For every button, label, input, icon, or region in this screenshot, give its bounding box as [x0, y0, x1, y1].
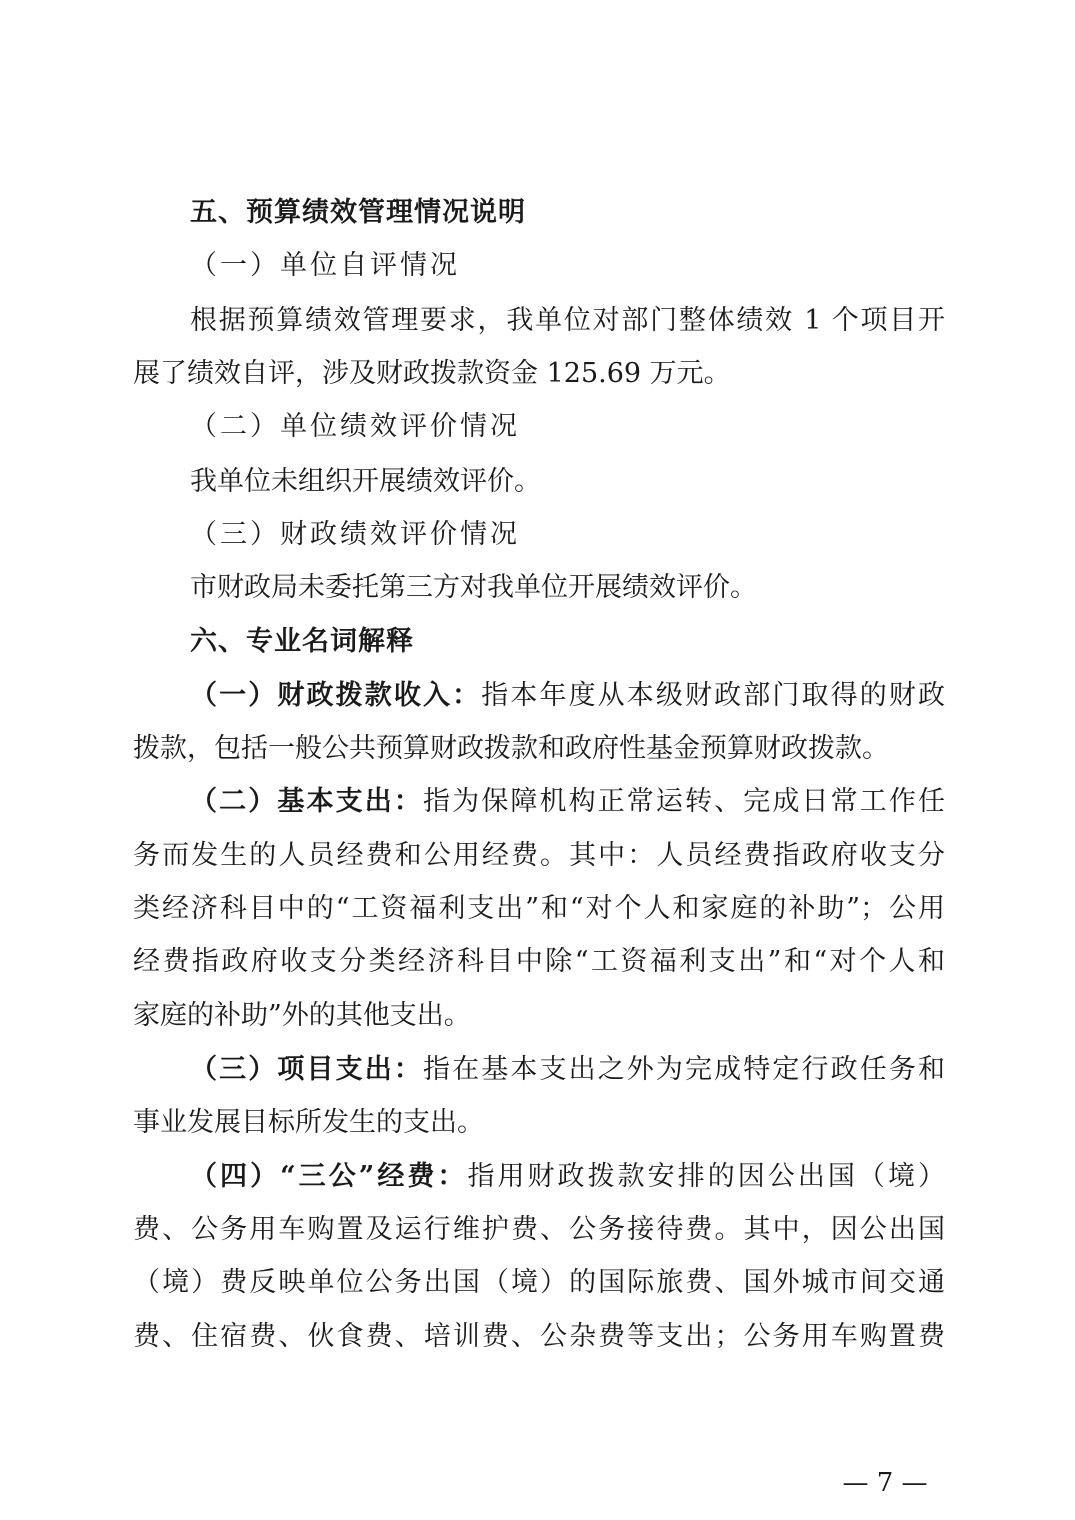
paragraph-line: 展了绩效自评，涉及财政拨款资金 125.69 万元。 — [133, 358, 731, 389]
paragraph-line: 根据预算绩效管理要求，我单位对部门整体绩效 1 个项目开 — [190, 305, 945, 336]
paragraph-line: 类经济科目中的“工资福利支出”和“对个人和家庭的补助”；公用 — [133, 893, 945, 924]
paragraph-line: 费、公务用车购置及运行维护费、公务接待费。其中，因公出国 — [133, 1214, 945, 1245]
term-text: 指为保障机构正常运转、完成日常工作任 — [422, 786, 946, 817]
term-label: （四）“三公”经费： — [190, 1161, 468, 1192]
paragraph-line: 务而发生的人员经费和公用经费。其中：人员经费指政府收支分 — [133, 840, 945, 871]
term-definition-line — [190, 1052, 945, 1088]
section-heading-6: 六、专业名词解释 — [190, 626, 414, 657]
page-number: — 7 — — [842, 1468, 928, 1498]
section-heading-5: 五、预算绩效管理情况说明 — [190, 197, 526, 228]
term-label: （二）基本支出： — [190, 786, 423, 817]
paragraph-line: 经费指政府收支分类经济科目中除“工资福利支出”和“对个人和 — [133, 946, 945, 977]
paragraph-line: 家庭的补助”外的其他支出。 — [133, 1000, 471, 1031]
subsection-title-finance-evaluation: （三）财政绩效评价情况 — [190, 519, 520, 550]
term-label: （一）财政拨款收入： — [190, 680, 482, 711]
paragraph-line: （境）费反映单位公务出国（境）的国际旅费、国外城市间交通 — [133, 1267, 945, 1298]
paragraph-line: 市财政局未委托第三方对我单位开展绩效评价。 — [190, 572, 757, 603]
term-definition-line — [190, 1159, 945, 1195]
paragraph-line: 事业发展目标所发生的支出。 — [133, 1107, 484, 1138]
term-text: 指本年度从本级财政部门取得的财政 — [481, 680, 946, 711]
subsection-title-unit-evaluation: （二）单位绩效评价情况 — [190, 411, 520, 442]
term-definition-line — [190, 784, 945, 820]
term-definition-line — [190, 678, 945, 714]
subsection-title-self-evaluation: （一）单位自评情况 — [190, 250, 460, 281]
paragraph-line: 拨款，包括一般公共预算财政拨款和政府性基金预算财政拨款。 — [133, 733, 889, 764]
term-text: 指在基本支出之外为完成特定行政任务和 — [422, 1054, 946, 1085]
paragraph-line: 我单位未组织开展绩效评价。 — [190, 466, 541, 497]
term-label: （三）项目支出： — [190, 1054, 423, 1085]
paragraph-line: 费、住宿费、伙食费、培训费、公杂费等支出；公务用车购置费 — [133, 1321, 945, 1352]
term-text: 指用财政拨款安排的因公出国（境） — [467, 1161, 945, 1192]
